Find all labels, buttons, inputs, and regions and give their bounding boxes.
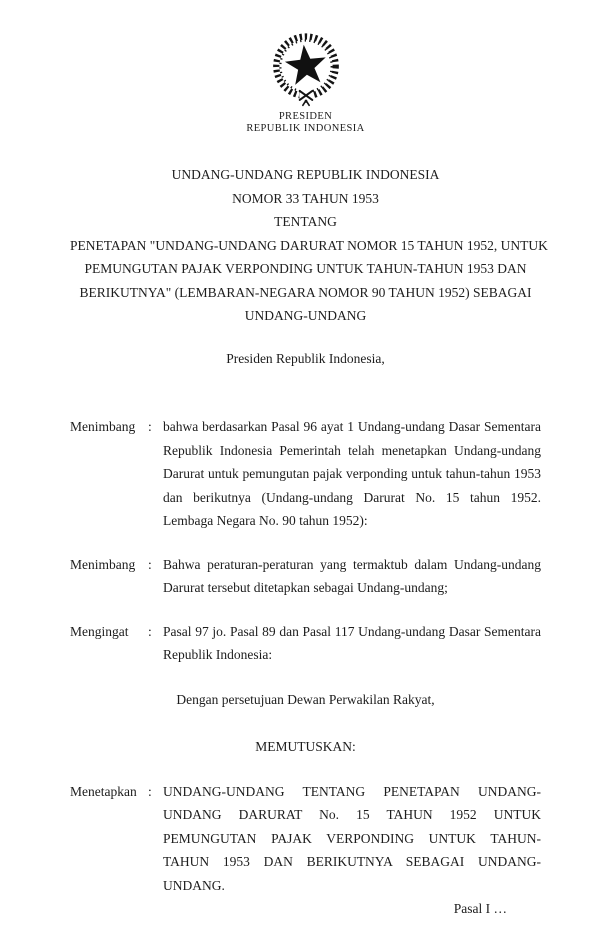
document-title — [70, 163, 548, 328]
decision-heading: MEMUTUSKAN: — [255, 739, 356, 754]
clause-mengingat — [70, 620, 541, 667]
clause-colon: : — [148, 623, 152, 639]
title-line: NOMOR 33 TAHUN 1953 — [232, 190, 379, 206]
clause-colon: : — [148, 783, 152, 799]
title-line: BERIKUTNYA" (LEMBARAN-NEGARA NOMOR 90 TAHUN 1952) SEBAGAI — [79, 284, 532, 300]
clause-colon: : — [148, 556, 152, 572]
clause-text: Bahwa peraturan-peraturan yang termaktub dalam Undang-undang Darurat tersebut ditetapkan sebagai Undang-undang; — [163, 556, 541, 595]
star-wreath-emblem-icon — [261, 28, 351, 108]
agency-name-line2: REPUBLIK INDONESIA — [246, 123, 365, 134]
clause-menimbang-1 — [70, 415, 541, 533]
title-line: UNDANG-UNDANG — [244, 308, 367, 323]
salutation-line: Presiden Republik Indonesia, — [226, 350, 385, 366]
agency-name-line1: PRESIDEN — [278, 111, 333, 122]
catchword: Pasal I … — [453, 901, 507, 916]
title-line: TENTANG — [274, 214, 337, 229]
title-line: PENETAPAN "UNDANG-UNDANG DARURAT NOMOR 15 TAHUN 1952, UNTUK — [70, 237, 548, 253]
clause-colon: : — [148, 419, 152, 434]
title-line: PEMUNGUTAN PAJAK VERPONDING UNTUK TAHUN-TAHUN 1953 DAN — [84, 261, 527, 276]
agreement-line: Dengan persetujuan Dewan Perwakilan Rakyat, — [176, 691, 435, 707]
clause-menimbang-2 — [70, 553, 541, 600]
clause-text: Pasal 97 jo. Pasal 89 dan Pasal 117 Undang-undang Dasar Sementara Republik Indonesia: — [163, 623, 541, 662]
preamble-clauses — [70, 415, 541, 667]
clause-menetapkan — [70, 780, 541, 898]
clause-text: UNDANG-UNDANG TENTANG PENETAPAN UNDANG-UNDANG DARURAT No. 15 TAHUN 1952 UNTUK PEMUNGUTAN PAJAK VERPONDING UNTUK TAHUN-TAHUN 1953 DAN BERIKUTNYA SEBAGAI UNDANG-UNDANG. — [163, 783, 541, 893]
title-line: UNDANG-UNDANG REPUBLIK INDONESIA — [171, 167, 440, 182]
clause-label: Menimbang — [70, 419, 136, 434]
letterhead — [70, 28, 541, 135]
clause-label: Mengingat — [70, 623, 129, 639]
clause-text: bahwa berdasarkan Pasal 96 ayat 1 Undang-undang Dasar Sementara Republik Indonesia Pemerintah telah menetapkan Undang-undang Darurat untuk pemungutan pajak verponding untuk tahun-tahun 1953 dan berikutnya (Undang-undang Darurat No. 15 tahun 1952. Lembaga Negara No. 90 tahun 1952): — [163, 419, 541, 528]
clause-label: Menimbang — [70, 556, 136, 572]
clause-label: Menetapkan — [70, 783, 137, 799]
